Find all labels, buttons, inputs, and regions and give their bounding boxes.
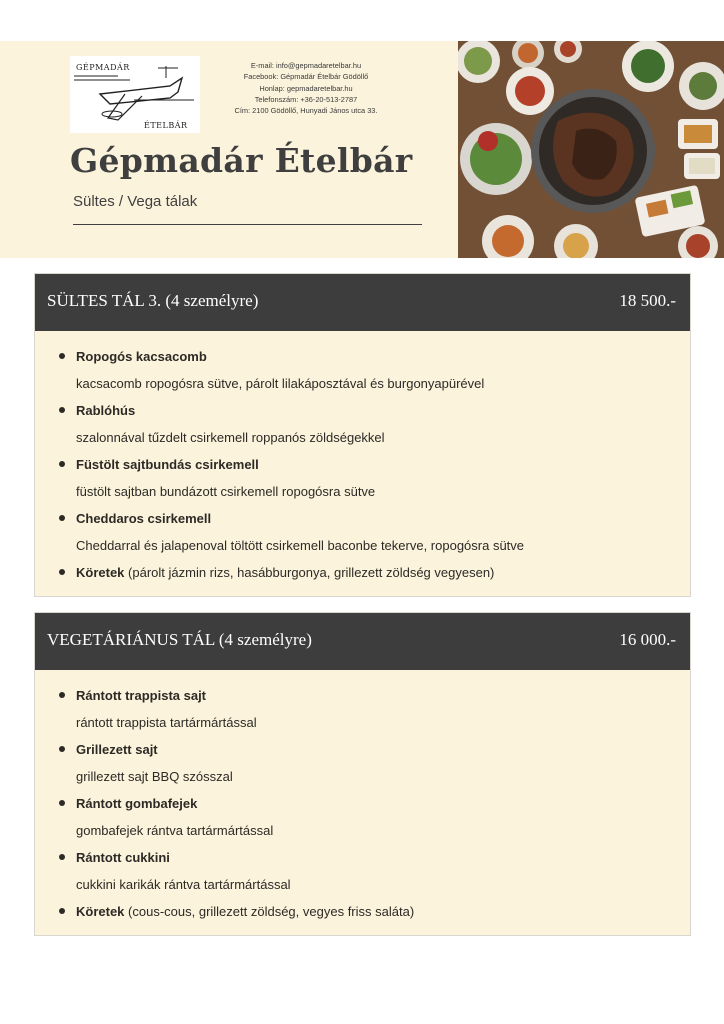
contact-website: Honlap: gepmadaretelbar.hu	[259, 83, 353, 93]
menu-item	[35, 509, 690, 563]
menu-item	[35, 347, 690, 401]
menu-section-vegetarian-platter	[34, 612, 691, 936]
airplane-logo-icon	[70, 56, 200, 133]
menu-items	[35, 670, 690, 929]
food-photo	[458, 41, 724, 258]
menu-item-description: füstölt sajtban bundázott csirkemell ropogósra sütve	[76, 484, 376, 499]
menu-item-name: Rántott gombafejek	[76, 796, 198, 811]
menu-section-roast-platter	[34, 273, 691, 597]
sides-label: Köretek	[76, 904, 125, 919]
menu-item	[35, 794, 690, 848]
contact-email: E-mail: info@gepmadaretelbar.hu	[250, 61, 362, 70]
menu-item-name: Rablóhús	[76, 403, 136, 418]
bullet-icon	[59, 692, 65, 698]
menu-item-name: Rántott cukkini	[76, 850, 170, 865]
section-price: 18 500.-	[619, 291, 676, 310]
menu-item-name: Rántott trappista sajt	[76, 688, 207, 703]
menu-item	[35, 740, 690, 794]
menu-item-description: gombafejek rántva tartármártással	[76, 823, 274, 838]
menu-item-name: Füstölt sajtbundás csirkemell	[76, 457, 259, 472]
section-header	[35, 274, 690, 331]
contact-facebook: Facebook: Gépmadár Ételbár Gödöllő	[243, 72, 369, 82]
menu-item-description: grillezett sajt BBQ szósszal	[76, 769, 233, 784]
sides-line	[76, 902, 690, 929]
page-title: Gépmadár Ételbár	[70, 141, 413, 180]
sides-text: (párolt jázmin rizs, hasábburgonya, grillezett zöldség vegyesen)	[124, 565, 495, 580]
bullet-icon	[59, 800, 65, 806]
menu-item-name: Ropogós kacsacomb	[76, 349, 207, 364]
menu-item-sides	[35, 902, 690, 929]
sides-label: Köretek	[76, 565, 125, 580]
menu-item-description: Cheddarral és jalapenoval töltött csirkemell baconbe tekerve, ropogósra sütve	[76, 538, 525, 553]
section-title: VEGETÁRIÁNUS TÁL (4 személyre)	[47, 630, 312, 649]
menu-item	[35, 455, 690, 509]
bullet-icon	[59, 461, 65, 467]
bullet-icon	[59, 908, 65, 914]
menu-item	[35, 848, 690, 902]
bullet-icon	[59, 569, 65, 575]
logo-bottom-text: ÉTELBÁR	[144, 121, 188, 130]
menu-item-description: kacsacomb ropogósra sütve, párolt lilakáposztával és burgonyapürével	[76, 376, 485, 391]
contact-info	[214, 60, 398, 116]
menu-item-description: cukkini karikák rántva tartármártással	[76, 877, 291, 892]
menu-items	[35, 331, 690, 590]
section-header	[35, 613, 690, 670]
sides-text: (cous-cous, grillezett zöldség, vegyes friss saláta)	[124, 904, 415, 919]
section-price: 16 000.-	[619, 630, 676, 649]
bullet-icon	[59, 854, 65, 860]
logo-top-text: GÉPMADÁR	[76, 63, 130, 72]
bullet-icon	[59, 353, 65, 359]
menu-item-description: rántott trappista tartármártással	[76, 715, 257, 730]
bullet-icon	[59, 515, 65, 521]
korean-bbq-photo-icon	[458, 41, 724, 258]
section-title: SÜLTES TÁL 3. (4 személyre)	[47, 291, 259, 310]
restaurant-logo	[70, 56, 200, 133]
bullet-icon	[59, 407, 65, 413]
menu-item-description: szalonnával tűzdelt csirkemell roppanós zöldségekkel	[76, 430, 385, 445]
header	[0, 41, 724, 258]
menu-item-sides	[35, 563, 690, 590]
contact-address: Cím: 2100 Gödöllő, Hunyadi János utca 33.	[234, 106, 378, 116]
title-divider	[73, 224, 422, 225]
contact-phone: Telefonszám: +36-20-513-2787	[254, 94, 358, 104]
menu-item	[35, 401, 690, 455]
bullet-icon	[59, 746, 65, 752]
sides-line	[76, 563, 690, 590]
menu-item-name: Cheddaros csirkemell	[76, 511, 212, 526]
page-subtitle: Sültes / Vega tálak	[73, 193, 198, 210]
menu-item-name: Grillezett sajt	[76, 742, 158, 757]
menu-item	[35, 686, 690, 740]
